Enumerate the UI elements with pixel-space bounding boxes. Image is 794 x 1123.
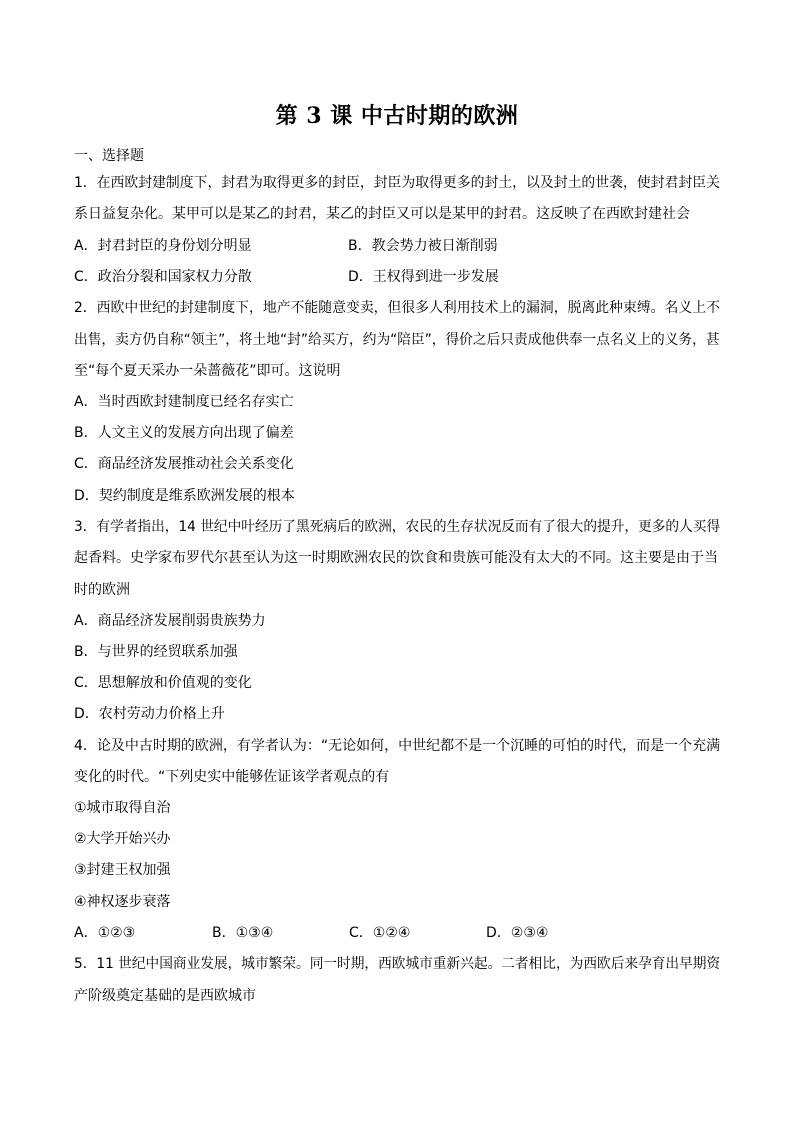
question-2-option-b: B．人文主义的发展方向出现了偏差 — [74, 425, 294, 441]
question-4-option-d: D．②③④ — [486, 925, 549, 941]
question-2-option-c: C．商品经济发展推动社会关系变化 — [74, 456, 294, 472]
question-3-option-b: B．与世界的经贸联系加强 — [74, 644, 238, 660]
question-4-item-3: ③封建王权加强 — [74, 862, 171, 878]
question-4-item-4: ④神权逐步衰落 — [74, 894, 171, 910]
question-3-option-d: D．农村劳动力价格上升 — [74, 706, 225, 722]
question-4-line-2: 变化的时代。“下列史实中能够佐证该学者观点的有 — [74, 769, 390, 785]
question-4-option-a: A．①②③ — [74, 925, 136, 941]
question-3-line-2: 起香料。史学家布罗代尔甚至认为这一时期欧洲农民的饮食和贵族可能没有太大的不同。这主要是由于当 — [74, 550, 718, 566]
section-heading: 一、选择题 — [74, 148, 144, 164]
question-2-line-1: 2．西欧中世纪的封建制度下，地产不能随意变卖，但很多人利用技术上的漏洞，脱离此种束缚。名义上不 — [74, 300, 720, 316]
question-1-line-2: 系日益复杂化。某甲可以是某乙的封君，某乙的封臣又可以是某甲的封君。这反映了在西欧封建社会 — [74, 206, 690, 222]
question-4-line-1: 4．论及中古时期的欧洲，有学者认为：“无论如何，中世纪都不是一个沉睡的可怕的时代，而是一个充满 — [74, 738, 721, 754]
question-5-line-2: 产阶级奠定基础的是西欧城市 — [74, 988, 256, 1004]
question-1-option-a: A．封君封臣的身份划分明显 — [74, 238, 252, 254]
question-4-item-1: ①城市取得自治 — [74, 800, 171, 816]
question-1-option-b: B．教会势力被日渐削弱 — [348, 238, 498, 254]
question-3-line-1: 3．有学者指出，14 世纪中叶经历了黑死病后的欧洲，农民的生存状况反而有了很大的提升，更多的人买得 — [74, 519, 721, 535]
question-3-line-3: 时的欧洲 — [74, 582, 130, 598]
question-2-line-2: 出售，卖方仍自称“领主”，将土地“封”给买方，约为“陪臣”，得价之后只责成他供奉一点名义上的义务，甚 — [74, 332, 720, 348]
question-4-option-b: B．①③④ — [212, 925, 274, 941]
question-2-line-3: 至“每个夏天采办一朵蔷薇花”即可。这说明 — [74, 363, 341, 379]
question-1-line-1: 1．在西欧封建制度下，封君为取得更多的封臣，封臣为取得更多的封土，以及封土的世袭，使封君封臣关 — [74, 175, 720, 191]
question-1-option-d: D．王权得到进一步发展 — [348, 269, 499, 285]
question-5-line-1: 5．11 世纪中国商业发展，城市繁荣。同一时期，西欧城市重新兴起。二者相比，为西欧后来孕育出早期资 — [74, 956, 721, 972]
question-1-option-c: C．政治分裂和国家权力分散 — [74, 269, 252, 285]
question-3-option-c: C．思想解放和价值观的变化 — [74, 675, 252, 691]
question-2-option-a: A．当时西欧封建制度已经名存实亡 — [74, 394, 294, 410]
page-title: 第 3 课 中古时期的欧洲 — [275, 103, 519, 129]
question-3-option-a: A．商品经济发展削弱贵族势力 — [74, 613, 266, 629]
question-4-item-2: ②大学开始兴办 — [74, 831, 171, 847]
question-4-option-c: C．①②④ — [349, 925, 411, 941]
question-2-option-d: D．契约制度是维系欧洲发展的根本 — [74, 488, 295, 504]
